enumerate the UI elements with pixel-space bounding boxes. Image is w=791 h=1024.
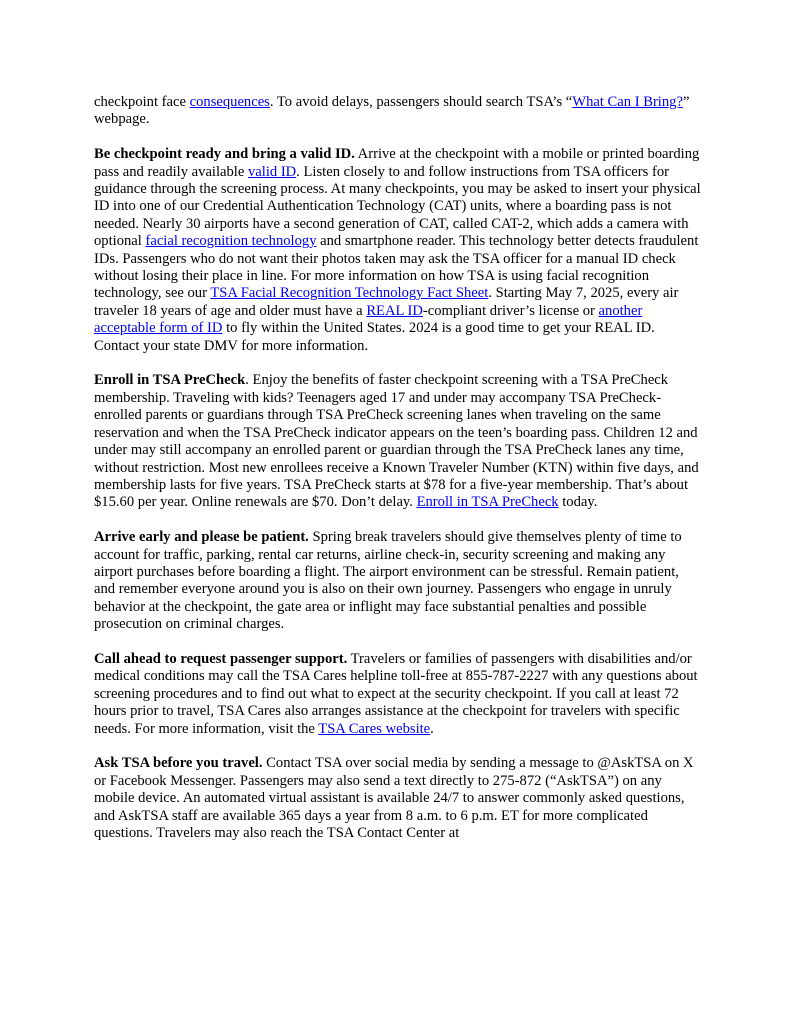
real-id-link[interactable]: REAL ID [366,302,423,319]
paragraph-text: . Starting May 7, 2025, every air traveler 18 years of age and older must have a [94,285,679,319]
another-acceptable-form-of-id-link[interactable]: another acceptable form of ID [94,302,643,337]
paragraph-2 [94,146,702,355]
paragraph-text: today. [558,494,598,511]
document-body [94,94,702,860]
paragraph-text: Contact TSA over social media by sending a message to @AskTSA on X or Facebook Messenger. Passengers may also send a text directly to 275-872 (“AskTSA”) on any mobile device. An automated virtual assistant is available 24/7 to answer commonly asked questions, and AskTSA staff are available 365 days a year from 8 a.m. to 6 p.m. ET for more complicated questions. Travelers may also reach the TSA Contact Center at [94,755,694,841]
facial-recognition-technology-link[interactable]: facial recognition technology [145,233,317,250]
tsa-facial-recognition-technology-fact-sheet-link[interactable]: TSA Facial Recognition Technology Fact Sheet [210,285,489,302]
paragraph-5 [94,651,702,738]
paragraph-6 [94,755,702,842]
paragraph-text: ” webpage. [94,94,690,128]
paragraph-1 [94,94,702,129]
paragraph-text: Travelers or families of passengers with disabilities and/or medical conditions may call the TSA Cares helpline toll-free at 855-787-2227 with any questions about screening procedures and to find out what to expect at the security checkpoint. If you call at least 72 hours prior to travel, TSA Cares also arranges assistance at the checkpoint for travelers with specific needs. For more information, visit the [94,650,698,737]
paragraph-text: . Listen closely to and follow instructions from TSA officers for guidance through the screening process. At many checkpoints, you may be asked to insert your physical ID into one of our Credential Authentication Technology (CAT) units, where a boarding pass is not needed. Nearly 30 airports have a second generation of CAT, called CAT-2, which adds a camera with optional [94,163,701,250]
what-can-i-bring-link[interactable]: What Can I Bring? [572,94,683,110]
paragraph-text: . To avoid delays, passengers should search TSA’s “ [269,94,573,110]
paragraph-heading: Enroll in TSA PreCheck [94,372,246,389]
paragraph-text: Arrive at the checkpoint with a mobile or printed boarding pass and readily available [94,146,700,180]
paragraph-heading: Call ahead to request passenger support. [94,650,348,667]
paragraph-text: Spring break travelers should give themselves plenty of time to account for traffic, parking, rental car returns, airline check-in, security screening and making any airport purchases before boarding a flight. The airport environment can be stressful. Remain patient, and remember everyone around you is also on their own journey. Passengers who engage in unruly behavior at the checkpoint, the gate area or inflight may face substantial penalties and possible prosecution on criminal charges. [94,529,682,633]
paragraph-text: . [430,720,434,737]
paragraph-text: . Enjoy the benefits of faster checkpoint screening with a TSA PreCheck membership. Traveling with kids? Teenagers aged 17 and under may accompany TSA PreCheck-enrolled parents or guardians through TSA PreCheck screening lanes when traveling on the same reservation and when the TSA PreCheck indicator appears on the teen’s boarding pass. Children 12 and under may still accompany an enrolled parent or guardian through the TSA PreCheck lanes any time, without restriction. Most new enrollees receive a Known Traveler Number (KTN) within five days, and membership lasts for five years. TSA PreCheck starts at $78 for a five-year membership. That’s about $15.60 per year. Online renewals are $70. Don’t delay. [94,372,699,511]
valid-id-link[interactable]: valid ID [247,163,297,180]
paragraph-text: -compliant driver’s license or [422,302,599,319]
paragraph-4 [94,529,702,633]
paragraph-text: to fly within the United States. 2024 is a good time to get your REAL ID. Contact your state DMV for more information. [94,320,655,354]
paragraph-text: and smartphone reader. This technology better detects fraudulent IDs. Passengers who do not want their photos taken may ask the TSA officer for a manual ID check without losing their place in line. For more information on how TSA is using facial recognition technology, see our [94,233,699,302]
enroll-in-tsa-precheck-link[interactable]: Enroll in TSA PreCheck [416,494,559,511]
tsa-cares-website-link[interactable]: TSA Cares website [318,720,431,737]
consequences-link[interactable]: consequences [189,94,270,110]
paragraph-heading: Ask TSA before you travel. [94,755,263,772]
paragraph-heading: Be checkpoint ready and bring a valid ID. [94,146,355,163]
paragraph-text: checkpoint face [94,94,190,110]
paragraph-heading: Arrive early and please be patient. [94,529,309,546]
paragraph-3 [94,372,702,511]
